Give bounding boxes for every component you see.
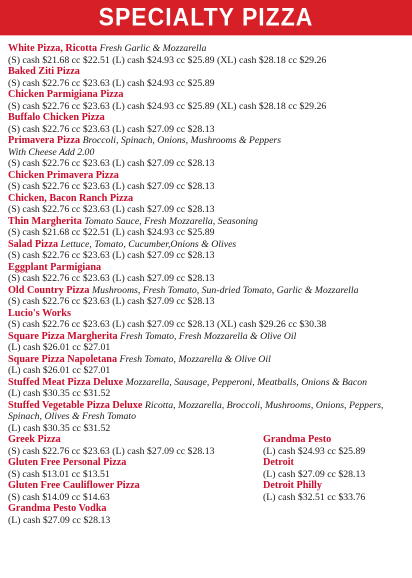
item-name: Square Pizza Napoletana	[8, 353, 118, 365]
item-price: (S) cash $22.76 cc $23.63 (L) cash $27.09 cc $28.13	[8, 445, 215, 457]
item-price: (L) cash $30.35 cc $31.52	[8, 422, 111, 434]
item-name: Chicken Parmigiana Pizza	[8, 89, 124, 100]
item-price: (S) cash $22.76 cc $23.63 (L) cash $27.09 cc $28.13 (XL) cash $29.26 cc $30.38	[8, 319, 327, 330]
menu-item	[263, 457, 406, 480]
item-price: (S) cash $22.76 cc $23.63 (L) cash $24.93 cc $25.89 (XL) cash $28.18 cc $29.26	[8, 100, 327, 112]
item-name: Gluten Free Personal Pizza	[8, 457, 127, 468]
left-column	[8, 434, 263, 526]
item-price: (S) cash $22.76 cc $23.63 (L) cash $27.09 cc $28.13	[8, 250, 215, 261]
item-name: Square Pizza Margherita	[8, 330, 118, 342]
item-description: Mozzarella, Sausage, Pepperoni, Meatballs, Onions & Bacon	[125, 376, 368, 388]
item-description: Mushrooms, Fresh Tomato, Sun-dried Tomato, Garlic & Mozzarella	[91, 284, 359, 296]
menu-item	[8, 262, 406, 285]
menu-item	[8, 308, 406, 331]
menu-item	[8, 457, 263, 480]
item-price: (L) cash $26.01 cc $27.01	[8, 342, 111, 353]
menu-item	[263, 434, 406, 457]
menu-item	[8, 216, 406, 239]
item-name: Lucio's Works	[8, 307, 71, 319]
item-name: Old Country Pizza	[8, 284, 90, 296]
item-price: (S) cash $14.09 cc $14.63	[8, 491, 110, 503]
right-column	[263, 434, 406, 526]
item-description: Fresh Tomato, Mozzarella & Olive Oil	[119, 353, 271, 365]
item-price: (L) cash $32.51 cc $33.76	[263, 491, 366, 503]
menu-item	[8, 503, 263, 526]
menu-item	[8, 89, 406, 112]
item-name: Gluten Free Cauliflower Pizza	[8, 480, 140, 491]
item-price: (S) cash $21.68 cc $22.51 (L) cash $24.93 cc $25.89	[8, 227, 215, 238]
item-note: With Cheese Add 2.00	[8, 146, 95, 158]
item-description: Fresh Garlic & Mozzarella	[99, 43, 207, 54]
menu-item	[8, 285, 406, 308]
menu-item	[8, 239, 406, 262]
item-price: (L) cash $27.09 cc $28.13	[8, 514, 111, 526]
menu-item	[8, 193, 406, 216]
item-description: Tomato Sauce, Fresh Mozzarella, Seasoning	[84, 215, 258, 227]
item-name: Thin Margherita	[8, 215, 82, 227]
item-name: Detroit Philly	[263, 480, 322, 491]
item-name: Baked Ziti Pizza	[8, 66, 80, 77]
item-description: Ricotta, Mozzarella, Broccoli, Mushrooms, Onions, Peppers, Spinach, Olives & Fresh Tomato	[8, 399, 384, 422]
item-name: Salad Pizza	[8, 238, 59, 250]
item-name: Eggplant Parmigiana	[8, 261, 102, 273]
item-description: Lettuce, Tomato, Cucumber,Onions & Olives	[60, 238, 237, 250]
item-price: (S) cash $21.68 cc $22.51 (L) cash $24.93 cc $25.89 (XL) cash $28.18 cc $29.26	[8, 54, 327, 66]
item-description: Fresh Tomato, Fresh Mozzarella & Olive Oil	[120, 330, 297, 342]
two-column-section	[8, 434, 406, 526]
item-price: (L) cash $26.01 cc $27.01	[8, 365, 111, 376]
item-price: (L) cash $24.93 cc $25.89	[263, 445, 366, 457]
menu-item	[8, 331, 406, 354]
item-name: Chicken Primavera Pizza	[8, 169, 119, 181]
item-description: Broccoli, Spinach, Onions, Mushrooms & Peppers	[82, 135, 282, 146]
item-price: (S) cash $22.76 cc $23.63 (L) cash $27.09 cc $28.13	[8, 181, 215, 192]
item-price: (S) cash $13.01 cc $13.51	[8, 468, 110, 480]
menu-item	[263, 480, 406, 503]
menu-item	[8, 377, 406, 400]
item-name: Chicken, Bacon Ranch Pizza	[8, 192, 134, 204]
menu-list	[0, 34, 412, 526]
menu-item	[8, 170, 406, 193]
menu-item	[8, 434, 263, 457]
item-name: Primavera Pizza	[8, 135, 81, 146]
item-price: (L) cash $30.35 cc $31.52	[8, 388, 111, 399]
item-name: Detroit	[263, 457, 294, 468]
item-price: (S) cash $22.76 cc $23.63 (L) cash $27.09 cc $28.13	[8, 158, 215, 169]
menu-item	[8, 66, 406, 89]
item-name: Greek Pizza	[8, 434, 61, 445]
item-name: Buffalo Chicken Pizza	[8, 112, 105, 123]
menu-item	[8, 43, 406, 66]
page-title: SPECIALTY PIZZA	[98, 2, 314, 31]
item-price: (S) cash $22.76 cc $23.63 (L) cash $27.09 cc $28.13	[8, 296, 215, 307]
menu-item	[8, 354, 406, 377]
menu-item	[8, 400, 406, 435]
menu-item	[8, 112, 406, 135]
item-name: Grandma Pesto	[263, 434, 332, 445]
item-price: (S) cash $22.76 cc $23.63 (L) cash $27.09 cc $28.13	[8, 273, 215, 284]
item-price: (S) cash $22.76 cc $23.63 (L) cash $24.93 cc $25.89	[8, 77, 215, 89]
item-name: Grandma Pesto Vodka	[8, 503, 107, 514]
item-price: (L) cash $27.09 cc $28.13	[263, 468, 366, 480]
item-name: Stuffed Meat Pizza Deluxe	[8, 376, 124, 388]
item-name: Stuffed Vegetable Pizza Deluxe	[8, 399, 143, 411]
item-price: (S) cash $22.76 cc $23.63 (L) cash $27.09 cc $28.13	[8, 204, 215, 215]
menu-item	[8, 135, 406, 170]
item-price: (S) cash $22.76 cc $23.63 (L) cash $27.09 cc $28.13	[8, 123, 215, 135]
page-header	[0, 0, 412, 35]
item-name: White Pizza, Ricotta	[8, 43, 98, 54]
menu-item	[8, 480, 263, 503]
